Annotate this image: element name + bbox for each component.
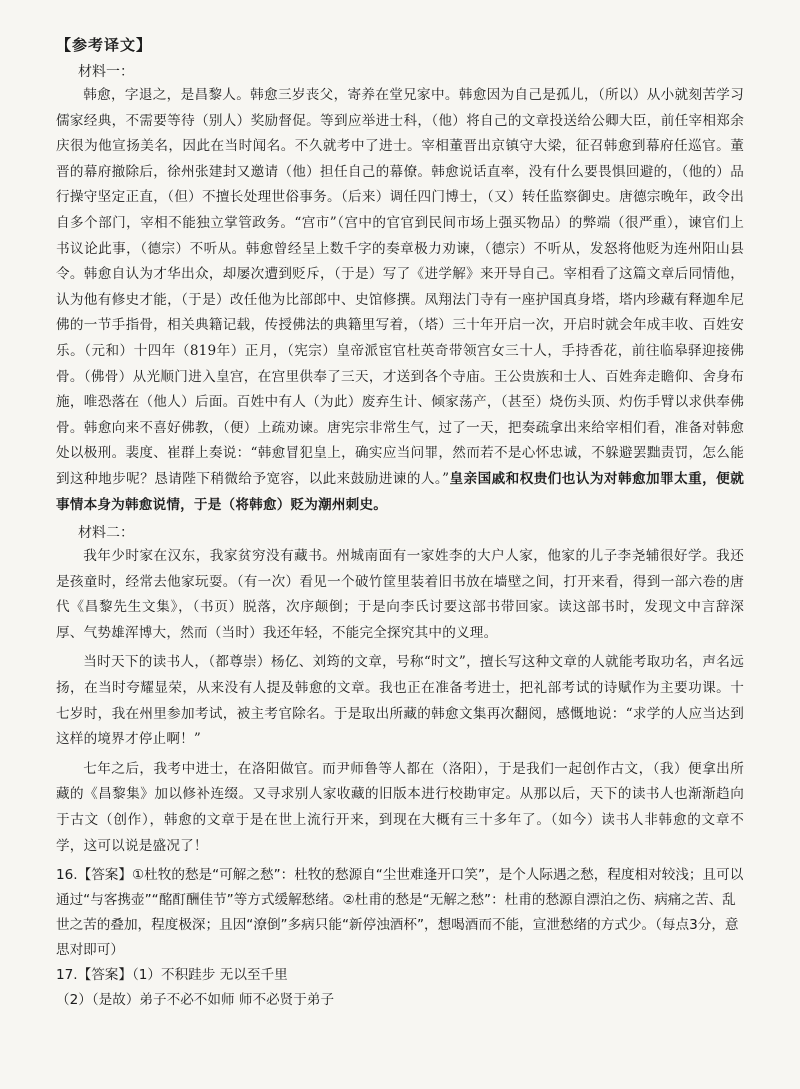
reference-translation-heading: 【参考译文】 xyxy=(56,36,153,54)
material-one-text: 韩愈，字退之，是昌黎人。韩愈三岁丧父，寄养在堂兄家中。韩愈因为自己是孤儿，（所以）从小就刻苦学习儒家经典，不需要等待（别人）奖励督促。等到应举进士科，（他）将自己的文章投送给公卿大臣，前任宰相郑余庆很为他宣扬美名，因此在当时闻名。不久就考中了进士。宰相董晋出京镇守大梁，征召韩愈到幕府任巡官。董晋的幕府撤除后，徐州张建封又邀请（他）担任自己的幕僚。韩愈说话直率，没有什么要畏惧回避的，（他的）品行操守坚定正直，（但）不擅长处理世俗事务。（后来）调任四门博士，（又）转任监察御史。唐德宗晚年，政令出自多个部门，宰相不能独立掌管政务。“宫市”（宫中的官官到民间市场上强买物品）的弊端（很严重），谏官们上书议论此事，（德宗）不听从。韩愈曾经呈上数千字的奏章极力劝谏，（德宗）不听从，发怒将他贬为连州阳山县令。韩愈自认为才华出众，却屡次遭到贬斥，（于是）写了《进学解》来开导自己。宰相看了这篇文章后同情他，认为他有修史才能，（于是）改任他为比部郎中、史馆修撰。凤翔法门寺有一座护国真身塔，塔内珍藏有释迦牟尼佛的一节手指骨，相关典籍记载，传授佛法的典籍里写着，（塔）三十年开启一次，开启时就会年成丰收、百姓安乐。（元和）十四年（819年）正月，（宪宗）皇帝派宦官杜英奇带领宫女三十人，手持香花，前往临皋驿迎接佛骨。（佛骨）从光顺门进入皇宫，在宫里供奉了三天，才送到各个寺庙。王公贵族和士人、百姓奔走瞻仰、舍身布施，唯恐落在（他人）后面。百姓中有人（为此）废弃生计、倾家荡产，（甚至）烧伤头顶、灼伤手臂以求供奉佛骨。韩愈向来不喜好佛教，（便）上疏劝谏。唐宪宗非常生气，过了一天，把奏疏拿出来给宰相们看，准备对韩愈处以极刑。裴度、崔群上奏说：“韩愈冒犯皇上，确实应当问罪，然而若不是心怀忠诚，不躲避罢黜责罚，怎么能到这种地步呢？恳请陛下稍微给予宽容，以此来鼓励进谏的人。” xyxy=(56,87,744,487)
material-one-bold-text: 皇亲国戚和权贵们也认为对韩愈加罪太重，便就事情本身为韩愈说情，于是（将韩愈）贬为潮州刺史。 xyxy=(56,470,744,513)
material-one-paragraph xyxy=(56,83,744,518)
answer-17-part-2: （2）（是故）弟子不必不如师 师不必贤于弟子 xyxy=(56,992,335,1009)
material-two-paragraph-1: 我年少时家在汉东，我家贫穷没有藏书。州城南面有一家姓李的大户人家，他家的儿子李尧辅很好学。我还是孩童时，经常去他家玩耍。（有一次）看见一个破竹筐里装着旧书放在墙壁之间，打开来看，得到一部六卷的唐代《昌黎先生文集》，（书页）脱落，次序颠倒；于是向李氏讨要这部书带回家。读这部书时，发现文中言辞深厚、气势雄浑博大，然而（当时）我还年轻，不能完全探究其中的义理。 xyxy=(56,548,744,641)
material-one-title: 材料一： xyxy=(78,64,134,80)
material-two-paragraph-3: 七年之后，我考中进士，在洛阳做官。而尹师鲁等人都在（洛阳），于是我们一起创作古文，（我）便拿出所藏的《昌黎集》加以修补连缀。又寻求别人家收藏的旧版本进行校勘审定。从那以后，天下的读书人也渐渐趋向于古文（创作），韩愈的文章于是在世上流行开来，到现在大概有三十多年了。（如今）读书人非韩愈的文章不学，这可以说是盛况了！ xyxy=(56,760,744,854)
answer-16: 16.【答案】①杜牧的愁是“可解之愁”：杜牧的愁源自“尘世难逢开口笑”，是个人际遇之愁，程度相对较浅；且可以通过“与客携壶”“酩酊酬佳节”等方式缓解愁绪。②杜甫的愁是“无解之愁”：杜甫的愁源自漂泊之伤、病痛之苦、乱世之苦的叠加，程度极深；且因“潦倒”多病只能“新停浊酒杯”，想喝酒而不能，宣泄愁绪的方式少。（每点3分，意思对即可） xyxy=(56,867,744,959)
material-two-paragraph-2: 当时天下的读书人，（都尊崇）杨亿、刘筠的文章，号称“时文”，擅长写这种文章的人就能考取功名，声名远扬，在当时夸耀显荣，从来没有人提及韩愈的文章。我也正在准备考进士，把礼部考试的诗赋作为主要功课。十七岁时，我在州里参加考试，被主考官除名。于是取出所藏的韩愈文集再次翻阅，感慨地说：“求学的人应当达到这样的境界才停止啊！” xyxy=(56,654,744,748)
answer-17-part-1: 17.【答案】（1）不积跬步 无以至千里 xyxy=(56,967,288,984)
material-two-title: 材料二： xyxy=(78,525,134,542)
